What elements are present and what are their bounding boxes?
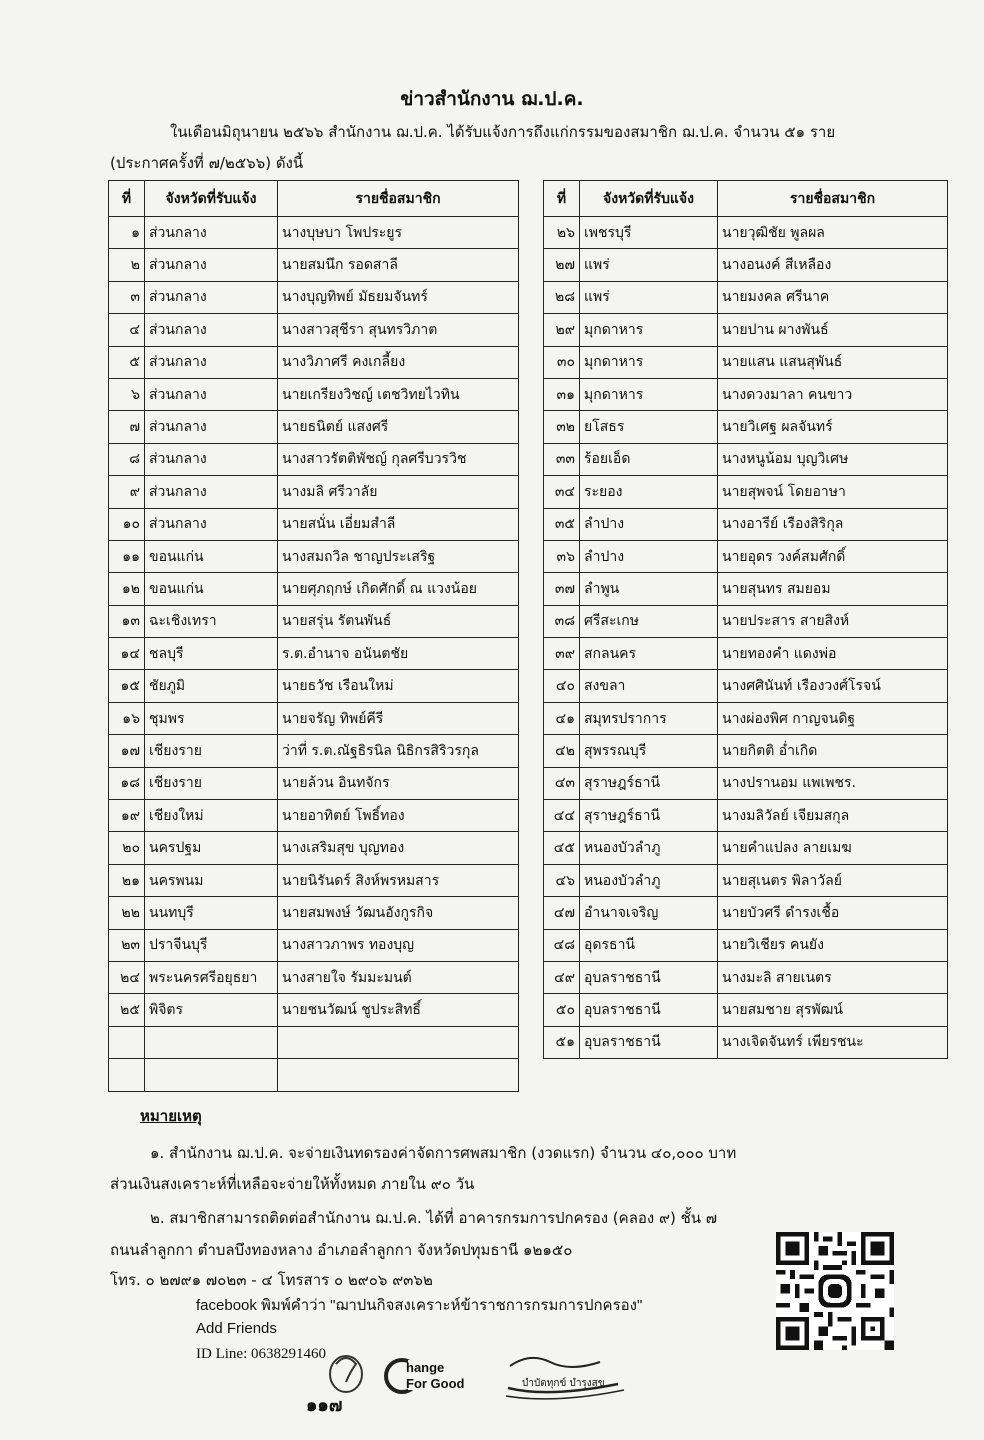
row-province: เชียงราย [145, 735, 278, 767]
row-number: ๒๕ [109, 994, 145, 1026]
row-member-name: นางมะลิ สายเนตร [718, 961, 948, 993]
page-title: ข่าวสำนักงาน ฌ.ป.ค. [400, 88, 584, 110]
row-member-name: นางปรานอม แพเพชร. [718, 767, 948, 799]
table-row [109, 411, 519, 443]
row-member-name: นางสาวภาพร ทองบุญ [278, 929, 519, 961]
note-2-line-2: ถนนลำลูกกา ตำบลบึงทองหลาง อำเภอลำลูกกา จังหวัดปทุมธานี ๑๒๑๕๐ [110, 1241, 573, 1259]
row-member-name: นางสาวสุชีรา สุนทรวิภาต [278, 314, 519, 346]
row-number: ๒๐ [109, 832, 145, 864]
row-member-name: นางเสริมสุข บุญทอง [278, 832, 519, 864]
row-province: ส่วนกลาง [145, 411, 278, 443]
table-row [544, 573, 948, 605]
header-no: ที่ [544, 181, 580, 217]
row-number: ๑๔ [109, 638, 145, 670]
row-province: ส่วนกลาง [145, 508, 278, 540]
qr-code-icon[interactable] [776, 1232, 894, 1350]
row-member-name: นางบุษบา โพประยูร [278, 217, 519, 249]
row-member-name: นายสรุ่น รัตนพันธ์ [278, 605, 519, 637]
row-province: ขอนแก่น [145, 573, 278, 605]
row-member-name: นางสมถวิล ชาญประเสริฐ [278, 540, 519, 572]
row-member-name: นายสุเนตร พิลาวัลย์ [718, 864, 948, 896]
row-number: ๑๕ [109, 670, 145, 702]
row-member-name: นางอนงค์ สีเหลือง [718, 249, 948, 281]
row-number: ๓๙ [544, 638, 580, 670]
row-province: เชียงราย [145, 767, 278, 799]
row-member-name: นายศุภฤกษ์ เกิดศักดิ์ ณ แวงน้อย [278, 573, 519, 605]
table-row [109, 476, 519, 508]
row-number: ๔๐ [544, 670, 580, 702]
row-province: อุบลราชธานี [580, 961, 718, 993]
row-province: นนทบุรี [145, 897, 278, 929]
row-province: มุกดาหาร [580, 346, 718, 378]
row-province: พิจิตร [145, 994, 278, 1026]
note-1-line-2: ส่วนเงินสงเคราะห์ที่เหลือจะจ่ายให้ทั้งหมด ภายใน ๙๐ วัน [110, 1175, 475, 1193]
row-province: อุดรธานี [580, 929, 718, 961]
row-province: ชลบุรี [145, 638, 278, 670]
row-number: ๑๗ [109, 735, 145, 767]
table-row [544, 800, 948, 832]
row-number [109, 1026, 145, 1058]
table-row [109, 897, 519, 929]
row-number: ๔๙ [544, 961, 580, 993]
table-row [109, 638, 519, 670]
anniversary-number: ๑๑๗ [306, 1395, 343, 1416]
table-row [109, 961, 519, 993]
row-province: พระนครศรีอยุธยา [145, 961, 278, 993]
row-number: ๑๘ [109, 767, 145, 799]
note-2-line-1: ๒. สมาชิกสามารถติดต่อสำนักงาน ฌ.ป.ค. ได้ที่ อาคารกรมการปกครอง (คลอง ๙) ชั้น ๗ [150, 1209, 718, 1227]
row-province: ส่วนกลาง [145, 217, 278, 249]
row-number: ๑ [109, 217, 145, 249]
table-row [109, 994, 519, 1026]
row-member-name: นายวิเศฐ ผลจันทร์ [718, 411, 948, 443]
row-province: ศรีสะเกษ [580, 605, 718, 637]
row-number: ๗ [109, 411, 145, 443]
row-member-name: นางเจิดจันทร์ เพียรชนะ [718, 1026, 948, 1058]
row-province: เพชรบุรี [580, 217, 718, 249]
row-member-name: นางสาวรัตติพัชญ์ กุลศรีบวรวิช [278, 443, 519, 475]
row-number: ๔๘ [544, 929, 580, 961]
header-province: จังหวัดที่รับแจ้ง [580, 181, 718, 217]
table-row [109, 605, 519, 637]
change-line-2: For Good [406, 1376, 465, 1391]
table-row [109, 832, 519, 864]
table-row [544, 476, 948, 508]
table-header-row [544, 181, 948, 217]
row-member-name: นายกิตติ อ่ำเกิด [718, 735, 948, 767]
table-row [109, 1026, 519, 1058]
header-no: ที่ [109, 181, 145, 217]
slogan-text: บำบัดทุกข์ บำรุงสุข [522, 1378, 605, 1389]
row-province: หนองบัวลำภู [580, 864, 718, 896]
table-row [109, 864, 519, 896]
table-row [544, 443, 948, 475]
row-number: ๒๖ [544, 217, 580, 249]
row-province: ปราจีนบุรี [145, 929, 278, 961]
row-number: ๔๕ [544, 832, 580, 864]
row-number: ๔๓ [544, 767, 580, 799]
row-province: อุบลราชธานี [580, 1026, 718, 1058]
row-member-name: นายสมชาย สุรพัฒน์ [718, 994, 948, 1026]
table-row [544, 605, 948, 637]
table-row [544, 638, 948, 670]
row-member-name: นางหนูน้อม บุญวิเศษ [718, 443, 948, 475]
row-member-name: นายสมพงษ์ วัฒนอังกูรกิจ [278, 897, 519, 929]
table-row [544, 508, 948, 540]
row-province: ลำปาง [580, 540, 718, 572]
row-number: ๓๘ [544, 605, 580, 637]
row-province: สุราษฎร์ธานี [580, 800, 718, 832]
intro-line-1: ในเดือนมิถุนายน ๒๕๖๖ สำนักงาน ฌ.ป.ค. ได้รับแจ้งการถึงแก่กรรมของสมาชิก ฌ.ป.ค. จำนวน ๕๑ ราย [170, 123, 836, 141]
header-province: จังหวัดที่รับแจ้ง [145, 181, 278, 217]
row-member-name: นายนิรันดร์ สิงห์พรหมสาร [278, 864, 519, 896]
row-member-name: นางมลิ ศรีวาลัย [278, 476, 519, 508]
row-province: ร้อยเอ็ด [580, 443, 718, 475]
row-province: ส่วนกลาง [145, 249, 278, 281]
row-province: สุราษฎร์ธานี [580, 767, 718, 799]
row-member-name: นางบุญทิพย์ มัธยมจันทร์ [278, 281, 519, 313]
row-number: ๑๒ [109, 573, 145, 605]
row-member-name: นางสายใจ รัมมะมนต์ [278, 961, 519, 993]
row-province: สุพรรณบุรี [580, 735, 718, 767]
row-province: มุกดาหาร [580, 314, 718, 346]
row-number: ๓๑ [544, 378, 580, 410]
row-number: ๙ [109, 476, 145, 508]
table-row [544, 346, 948, 378]
row-province: ส่วนกลาง [145, 443, 278, 475]
note-1-line-1: ๑. สำนักงาน ฌ.ป.ค. จะจ่ายเงินทดรองค่าจัดการศพสมาชิก (งวดแรก) จำนวน ๔๐,๐๐๐ บาท [150, 1144, 737, 1162]
row-province: อำนาจเจริญ [580, 897, 718, 929]
row-province [145, 1059, 278, 1091]
row-province: สงขลา [580, 670, 718, 702]
row-member-name: นางอารีย์ เรืองสิริกุล [718, 508, 948, 540]
row-member-name: นายจรัญ ทิพย์คีรี [278, 702, 519, 734]
row-number: ๓๓ [544, 443, 580, 475]
row-province: ขอนแก่น [145, 540, 278, 572]
row-number: ๓๒ [544, 411, 580, 443]
row-member-name: นางมลิวัลย์ เจียมสกุล [718, 800, 948, 832]
row-number: ๔๒ [544, 735, 580, 767]
row-number: ๓๕ [544, 508, 580, 540]
row-number: ๓ [109, 281, 145, 313]
row-province: เชียงใหม่ [145, 800, 278, 832]
row-member-name: นายวุฒิชัย พูลผล [718, 217, 948, 249]
row-member-name: นายอุดร วงค์สมศักดิ์ [718, 540, 948, 572]
table-row [544, 281, 948, 313]
table-row [109, 508, 519, 540]
slogan-logo [500, 1346, 630, 1416]
row-province: นครพนม [145, 864, 278, 896]
table-row [544, 411, 948, 443]
row-province: แพร่ [580, 249, 718, 281]
table-row [109, 702, 519, 734]
row-province: สมุทรปราการ [580, 702, 718, 734]
row-member-name: นายสนั่น เอี่ยมสำลี [278, 508, 519, 540]
row-number: ๑๑ [109, 540, 145, 572]
table-row [109, 314, 519, 346]
row-number: ๔๑ [544, 702, 580, 734]
table-row [544, 929, 948, 961]
members-table-left [108, 180, 519, 1092]
row-member-name: นายอาทิตย์ โพธิ์ทอง [278, 800, 519, 832]
facebook-text: facebook พิมพ์คำว่า "ฌาปนกิจสงเคราะห์ข้าราชการกรมการปกครอง" [196, 1297, 643, 1314]
row-number: ๕ [109, 346, 145, 378]
table-row [544, 217, 948, 249]
table-row [544, 378, 948, 410]
row-number: ๔๖ [544, 864, 580, 896]
table-row [109, 378, 519, 410]
row-province: ชุมพร [145, 702, 278, 734]
anniversary-logo [302, 1346, 382, 1416]
row-number: ๔๔ [544, 800, 580, 832]
row-member-name: นายธวัช เรือนใหม่ [278, 670, 519, 702]
row-number: ๒๑ [109, 864, 145, 896]
table-row [109, 767, 519, 799]
row-province: แพร่ [580, 281, 718, 313]
row-member-name: นายล้วน อินทจักร [278, 767, 519, 799]
table-row [544, 994, 948, 1026]
row-province: ส่วนกลาง [145, 346, 278, 378]
row-member-name: นางวิภาศรี คงเกลี้ยง [278, 346, 519, 378]
table-row [109, 1059, 519, 1091]
row-province: ลำพูน [580, 573, 718, 605]
row-province: ระยอง [580, 476, 718, 508]
table-row [544, 249, 948, 281]
row-number: ๔ [109, 314, 145, 346]
row-number: ๓๗ [544, 573, 580, 605]
table-row [544, 702, 948, 734]
row-member-name [278, 1059, 519, 1091]
table-header-row [109, 181, 519, 217]
row-member-name: นางศศินันท์ เรืองวงศ์โรจน์ [718, 670, 948, 702]
row-member-name: นางผ่องพิศ กาญจนดิฐ [718, 702, 948, 734]
row-province: ชัยภูมิ [145, 670, 278, 702]
row-member-name: นายแสน แสนสุพันธ์ [718, 346, 948, 378]
row-province: หนองบัวลำภู [580, 832, 718, 864]
row-number: ๕๑ [544, 1026, 580, 1058]
row-province: สกลนคร [580, 638, 718, 670]
row-member-name: นายชนวัฒน์ ชูประสิทธิ์ [278, 994, 519, 1026]
row-member-name: นายคำแปลง ลายเมฆ [718, 832, 948, 864]
row-number: ๒๒ [109, 897, 145, 929]
table-row [109, 217, 519, 249]
row-member-name: นายปาน ผางพันธ์ [718, 314, 948, 346]
phone-fax: โทร. ๐ ๒๗๙๑ ๗๐๒๓ - ๔ โทรสาร ๐ ๒๙๐๖ ๙๓๖๒ [110, 1271, 433, 1289]
header-name: รายชื่อสมาชิก [718, 181, 948, 217]
table-row [109, 540, 519, 572]
line-id-text: ID Line: 0638291460 [196, 1346, 326, 1362]
row-member-name: นายบัวศรี ดำรงเชื้อ [718, 897, 948, 929]
row-member-name: ว่าที่ ร.ต.ณัฐธิรนิล นิธิกรสิริวรกุล [278, 735, 519, 767]
table-row [109, 800, 519, 832]
row-member-name: นายสุนทร สมยอม [718, 573, 948, 605]
table-row [544, 540, 948, 572]
row-member-name: นายสุพจน์ โดยอาษา [718, 476, 948, 508]
row-number: ๒ [109, 249, 145, 281]
row-province: ส่วนกลาง [145, 378, 278, 410]
table-row [109, 670, 519, 702]
row-province: ส่วนกลาง [145, 314, 278, 346]
intro-line-2: (ประกาศครั้งที่ ๗/๒๕๖๖) ดังนี้ [110, 154, 304, 172]
row-member-name: นายเกรียงวิชญ์ เตชวิทยไวทิน [278, 378, 519, 410]
row-province: นครปฐม [145, 832, 278, 864]
table-row [544, 864, 948, 896]
row-member-name: นายมงคล ศรีนาค [718, 281, 948, 313]
header-name: รายชื่อสมาชิก [278, 181, 519, 217]
row-number: ๓๐ [544, 346, 580, 378]
notes-heading: หมายเหตุ [140, 1107, 202, 1125]
members-table-right [543, 180, 948, 1059]
table-row [544, 832, 948, 864]
row-number: ๑๖ [109, 702, 145, 734]
row-number: ๒๗ [544, 249, 580, 281]
table-row [109, 249, 519, 281]
table-row [544, 314, 948, 346]
add-friends-text: Add Friends [196, 1320, 277, 1337]
row-member-name: ร.ต.อำนาจ อนันตชัย [278, 638, 519, 670]
row-number: ๓๖ [544, 540, 580, 572]
row-province: ส่วนกลาง [145, 281, 278, 313]
row-province: ลำปาง [580, 508, 718, 540]
row-member-name: นายทองคำ แดงพ่อ [718, 638, 948, 670]
change-for-good-logo [384, 1346, 494, 1416]
table-row [109, 929, 519, 961]
change-line-1: hange [406, 1360, 445, 1375]
table-row [544, 735, 948, 767]
table-row [109, 346, 519, 378]
row-province: ส่วนกลาง [145, 476, 278, 508]
row-province: ยโสธร [580, 411, 718, 443]
row-number: ๖ [109, 378, 145, 410]
row-number: ๔๗ [544, 897, 580, 929]
table-row [109, 735, 519, 767]
row-province: มุกดาหาร [580, 378, 718, 410]
table-row [109, 281, 519, 313]
row-number: ๓๔ [544, 476, 580, 508]
row-member-name: นายวิเชียร คนยัง [718, 929, 948, 961]
row-number: ๑๙ [109, 800, 145, 832]
row-number: ๑๐ [109, 508, 145, 540]
row-province: อุบลราชธานี [580, 994, 718, 1026]
table-row [544, 897, 948, 929]
row-province: ฉะเชิงเทรา [145, 605, 278, 637]
row-number: ๒๔ [109, 961, 145, 993]
row-number: ๕๐ [544, 994, 580, 1026]
row-number: ๘ [109, 443, 145, 475]
row-number: ๑๓ [109, 605, 145, 637]
row-number: ๒๓ [109, 929, 145, 961]
row-number: ๒๙ [544, 314, 580, 346]
table-row [109, 443, 519, 475]
row-member-name: นายธนิตย์ แสงศรี [278, 411, 519, 443]
table-row [544, 961, 948, 993]
row-number [109, 1059, 145, 1091]
row-member-name [278, 1026, 519, 1058]
row-member-name: นายประสาร สายสิงห์ [718, 605, 948, 637]
row-member-name: นางดวงมาลา คนขาว [718, 378, 948, 410]
row-number: ๒๘ [544, 281, 580, 313]
row-member-name: นายสมนึก รอดสาลี [278, 249, 519, 281]
table-row [544, 1026, 948, 1058]
row-province [145, 1026, 278, 1058]
table-row [544, 670, 948, 702]
table-row [544, 767, 948, 799]
table-row [109, 573, 519, 605]
